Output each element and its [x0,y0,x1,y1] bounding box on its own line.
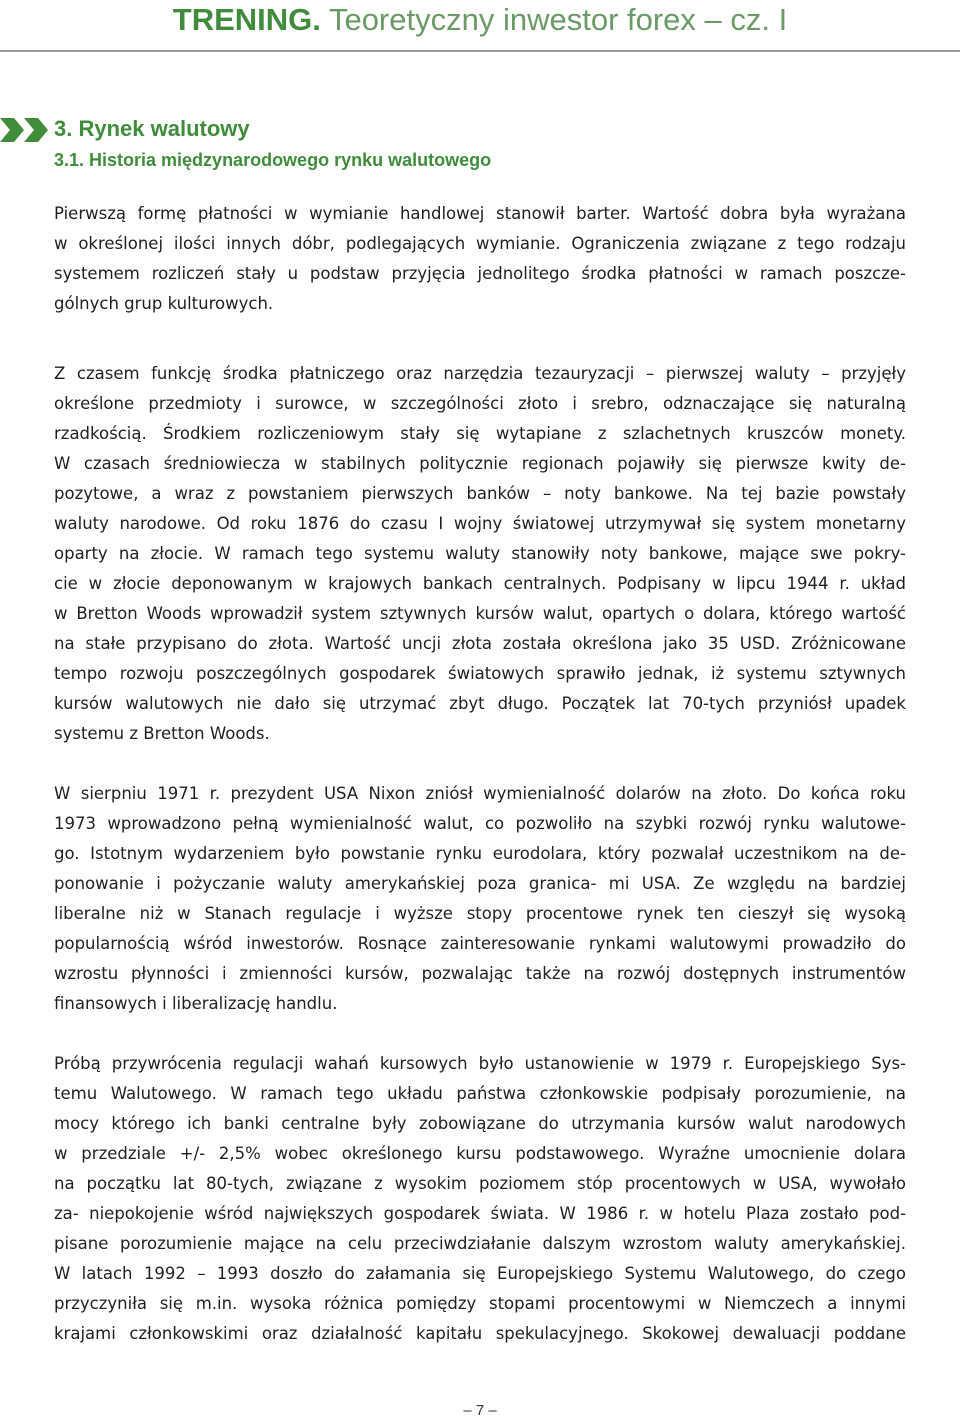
paragraph-line: Pierwszą formę płatności w wymianie handlowej stanowił barter. Wartość dobra była wyrażana [54,204,906,223]
paragraph-line: Próbą przywrócenia regulacji wahań kursowych było ustanowienie w 1979 r. Europejskiego Sys- [54,1054,906,1073]
paragraph-line: W latach 1992 – 1993 doszło do załamania się Europejskiego Systemu Walutowego, do czego [54,1264,906,1283]
paragraph-line: krajami członkowskimi oraz działalność kapitału spekulacyjnego. Skokowej dewaluacji poddane [54,1324,906,1343]
paragraph-line: w Bretton Woods wprowadził system sztywnych kursów walut, opartych o dolara, którego wartość [54,604,906,623]
paragraph-line: liberalne niż w Stanach regulacje i wyższe stopy procentowe rynek ten cieszył się wysoką [54,904,906,923]
double-chevron-icon [0,118,50,142]
paragraph-4 [54,1049,906,1349]
paragraph-line: ponowanie i pożyczanie waluty amerykańskiej poza granica- mi USA. Ze względu na bardziej [54,874,906,893]
section-subtitle: 3.1. Historia międzynarodowego rynku walutowego [54,150,492,170]
paragraph-line: pozytowe, a wraz z powstaniem pierwszych banków – noty bankowe. Na tej bazie powstały [54,484,906,503]
paragraph-line: systemu z Bretton Woods. [54,724,270,743]
paragraph-line: temu Walutowego. W ramach tego układu państwa członkowskie podpisały porozumienie, na [54,1084,906,1103]
paragraph-line: W czasach średniowiecza w stabilnych politycznie regionach pojawiły się pierwsze kwity de- [54,454,906,473]
paragraph-line: pisane porozumienie mające na celu przeciwdziałanie dalszym wzrostom waluty amerykańskiej. [54,1234,906,1253]
paragraph-3 [54,779,906,1019]
paragraph-line: za- niepokojenie wśród największych gospodarek świata. W 1986 r. w hotelu Plaza zostało pod- [54,1204,906,1223]
paragraph-line: gólnych grup kulturowych. [54,294,274,313]
paragraph-line: mocy którego ich banki centralne były zobowiązane do utrzymania kursów walut narodowych [54,1114,906,1133]
paragraph-line: kursów walutowych nie dało się utrzymać zbyt długo. Początek lat 70-tych przyniósł upadek [54,694,906,713]
paragraph-line: w określonej ilości innych dóbr, podlegających wymianie. Ograniczenia związane z tego rodzaju [54,234,906,253]
paragraph-line: na stałe przypisano do złota. Wartość uncji złota została określona jako 35 USD. Zróżnicowane [54,634,906,653]
paragraph-line: systemem rozliczeń stały u podstaw przyjęcia jednolitego środka płatności w ramach poszcze- [54,264,906,283]
paragraph-line: finansowych i liberalizację handlu. [54,994,338,1013]
section-heading [0,112,960,182]
paragraph-line: W sierpniu 1971 r. prezydent USA Nixon zniósł wymienialność dolarów na złoto. Do końca roku [54,784,906,803]
paragraph-2 [54,359,906,749]
paragraph-line: go. Istotnym wydarzeniem było powstanie rynku eurodolara, który pozwalał uczestnikom na de- [54,844,906,863]
paragraph-1 [54,199,906,319]
paragraph-line: rzadkością. Środkiem rozliczeniowym stały się wytapiane z szlachetnych kruszców monety. [54,424,906,443]
paragraph-line: na początku lat 80-tych, związane z wysokim poziomem stóp procentowych w USA, wywołało [54,1174,906,1193]
paragraph-line: wzrostu płynności i zmienności kursów, pozwalając także na rozwój dostępnych instrumentów [54,964,906,983]
paragraph-line: w przedziale +/- 2,5% wobec określonego kursu podstawowego. Wyraźne umocnienie dolara [54,1144,906,1163]
paragraph-line: przyczyniła się m.in. wysoka różnica pomiędzy stopami procentowymi w Niemczech a innymi [54,1294,906,1313]
paragraph-line: oparty na złocie. W ramach tego systemu waluty stanowiły noty bankowe, mające swe pokry- [54,544,906,563]
document-header [0,0,960,48]
paragraph-line: popularnością wśród inwestorów. Rosnące zainteresowanie rynkami walutowymi prowadziło do [54,934,906,953]
page-number: – 7 – [463,1402,497,1419]
paragraph-line: 1973 wprowadzono pełną wymienialność walut, co pozwoliło na szybki rozwój rynku walutowe- [54,814,906,833]
header-title-rest: Teoretyczny inwestor forex – cz. I [328,2,788,37]
paragraph-line: waluty narodowe. Od roku 1876 do czasu I wojny światowej utrzymywał się system monetarny [54,514,906,533]
header-divider [0,50,960,52]
paragraph-line: cie w złocie deponowanym w krajowych bankach centralnych. Podpisany w lipcu 1944 r. układ [54,574,906,593]
section-title: 3. Rynek walutowy [54,116,250,141]
paragraph-line: określone przedmioty i surowce, w szczególności złoto i srebro, odznaczające się naturalną [54,394,906,413]
header-title-bold: TRENING. [172,2,321,37]
paragraph-line: tempo rozwoju poszczególnych gospodarek światowych sprawiło jednak, iż systemu sztywnych [54,664,906,683]
paragraph-line: Z czasem funkcję środka płatniczego oraz narzędzia tezauryzacji – pierwszej waluty – przyjęły [54,364,906,383]
